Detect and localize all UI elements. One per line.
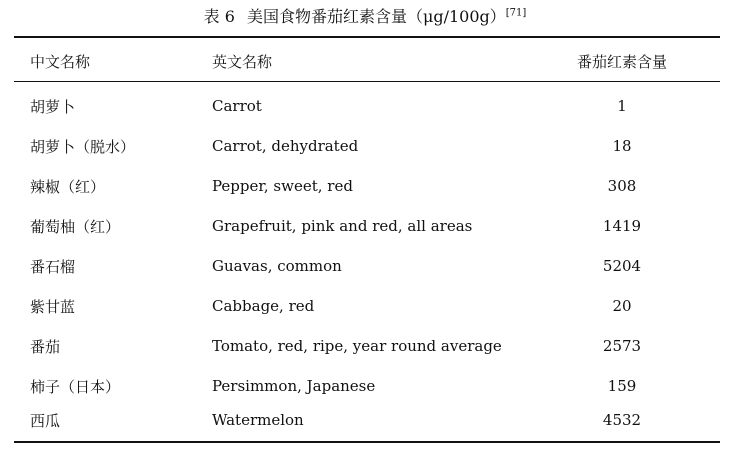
chinese-name-cell: 葡萄柚（红） bbox=[30, 217, 121, 236]
english-name-cell: Guavas, common bbox=[212, 257, 342, 275]
english-name-cell: Pepper, sweet, red bbox=[212, 177, 353, 195]
table-row bbox=[14, 400, 720, 440]
lycopene-value-cell: 2573 bbox=[602, 337, 642, 355]
top-rule bbox=[14, 36, 720, 38]
table-row bbox=[14, 126, 720, 166]
chinese-name-cell: 番茄 bbox=[30, 337, 61, 356]
lycopene-value-cell: 18 bbox=[612, 137, 632, 155]
english-name-cell: Persimmon, Japanese bbox=[212, 377, 376, 395]
english-name-cell: Cabbage, red bbox=[212, 297, 315, 315]
english-name-cell: Grapefruit, pink and red, all areas bbox=[212, 217, 473, 235]
lycopene-value-cell: 20 bbox=[612, 297, 632, 315]
lycopene-value-cell: 159 bbox=[607, 377, 637, 395]
lycopene-value-cell: 1419 bbox=[602, 217, 642, 235]
table-header-row bbox=[14, 42, 720, 80]
lycopene-value-cell: 1 bbox=[617, 97, 627, 115]
chinese-name-cell: 西瓜 bbox=[30, 411, 61, 430]
chinese-name-cell: 辣椒（红） bbox=[30, 177, 106, 196]
english-name-cell: Watermelon bbox=[212, 411, 304, 429]
lycopene-value-cell: 4532 bbox=[602, 411, 642, 429]
chinese-name-cell: 胡萝卜 bbox=[30, 97, 76, 116]
english-name-cell: Carrot bbox=[212, 97, 262, 115]
table-row bbox=[14, 206, 720, 246]
chinese-name-cell: 胡萝卜（脱水） bbox=[30, 137, 136, 156]
lycopene-value-cell: 308 bbox=[607, 177, 637, 195]
citation-ref: [71] bbox=[505, 7, 527, 19]
table-caption bbox=[0, 6, 730, 28]
table-title: 美国食物番茄红素含量（μg/100g） bbox=[246, 7, 506, 26]
table-row bbox=[14, 286, 720, 326]
table-number: 表 6 bbox=[203, 7, 235, 26]
bottom-rule bbox=[14, 441, 720, 443]
table-row bbox=[14, 86, 720, 126]
header-lycopene-content: 番茄红素含量 bbox=[576, 52, 667, 71]
header-english-name: 英文名称 bbox=[212, 52, 273, 71]
english-name-cell: Tomato, red, ripe, year round average bbox=[212, 337, 502, 355]
chinese-name-cell: 紫甘蓝 bbox=[30, 297, 76, 316]
table-row bbox=[14, 246, 720, 286]
header-chinese-name: 中文名称 bbox=[30, 52, 91, 71]
lycopene-value-cell: 5204 bbox=[602, 257, 642, 275]
english-name-cell: Carrot, dehydrated bbox=[212, 137, 359, 155]
chinese-name-cell: 柿子（日本） bbox=[30, 377, 121, 396]
table-row bbox=[14, 326, 720, 366]
header-rule bbox=[14, 81, 720, 82]
chinese-name-cell: 番石榴 bbox=[30, 257, 76, 276]
table-row bbox=[14, 166, 720, 206]
